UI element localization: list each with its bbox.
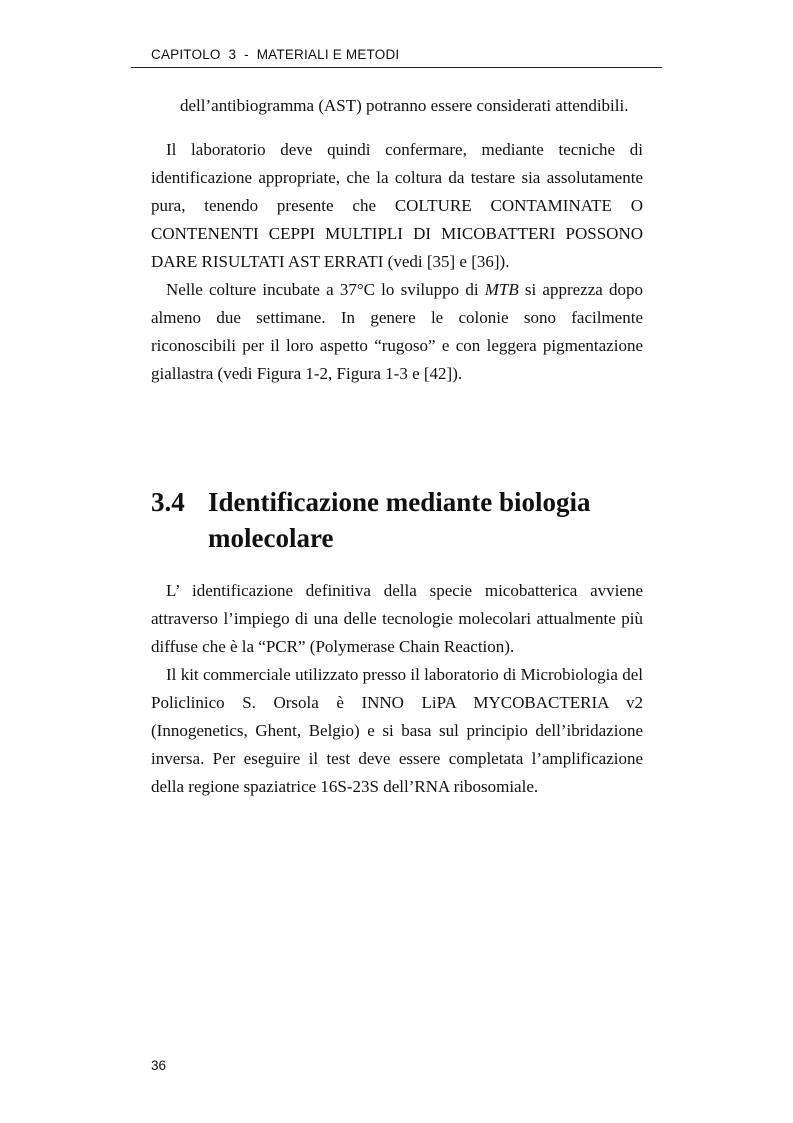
culture-growth-text-end: si apprezza dopo almeno due settimane. In genere le colonie sono facilmente riconoscibili per il loro aspetto “rugoso” e con leggera pigmentazione giallastra (vedi Figura 1-2, Figura 1-3 e [42]). bbox=[151, 280, 643, 383]
page-number: 36 bbox=[151, 1058, 167, 1073]
identification-paragraph: Il laboratorio deve quindi confermare, mediante tecniche di identificazione appropriate, che la coltura da testare sia assolutamente pura, tenendo presente che COLTURE CONTAMINATE O CONTENENTI CEPPI MULTIPLI DI MICOBATTERI POSSONO DARE RISULTATI AST ERRATI (vedi [35] e [36]). bbox=[151, 140, 643, 271]
kit-paragraph: Il kit commerciale utilizzato presso il laboratorio di Microbiologia del Policlinico S. Orsola è INNO LiPA MYCOBACTERIA v2 (Innogenetics, Ghent, Belgio) e si basa sul principio dell’ibridazione inversa. Per eseguire il test deve essere completata l’amplificazione della regione spaziatrice 16S-23S dell’RNA ribosomiale. bbox=[151, 665, 643, 796]
culture-growth-paragraph bbox=[151, 276, 643, 388]
continued-paragraph: dell’antibiogramma (AST) potranno essere considerati attendibili. bbox=[180, 96, 629, 115]
header-rule bbox=[131, 67, 662, 68]
paragraph-gap bbox=[151, 120, 643, 136]
culture-growth-text-start: Nelle colture incubate a 37°C lo sviluppo di bbox=[166, 280, 485, 299]
top-body-text bbox=[151, 92, 643, 388]
running-header: CAPITOLO 3 - MATERIALI E METODI bbox=[151, 47, 400, 62]
section-title-line2: molecolare bbox=[208, 523, 334, 553]
section-heading bbox=[151, 484, 651, 556]
pcr-paragraph: L’ identificazione definitiva della specie micobatterica avviene attraverso l’impiego di una delle tecnologie molecolari attualmente più diffuse che è la “PCR” (Polymerase Chain Reaction). bbox=[151, 581, 643, 656]
section-body-text bbox=[151, 577, 643, 801]
section-number: 3.4 bbox=[151, 487, 185, 517]
mtb-italic-term: MTB bbox=[484, 280, 519, 299]
section-title-line1: Identificazione mediante biologia bbox=[208, 487, 591, 517]
